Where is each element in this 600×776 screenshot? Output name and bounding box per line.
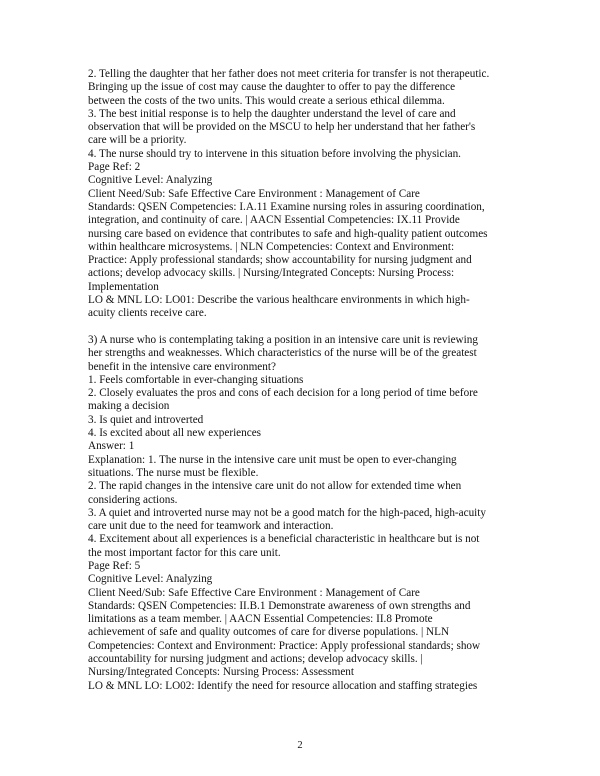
text-line: Implementation <box>88 280 159 293</box>
text-line: situations. The nurse must be flexible. <box>88 466 259 479</box>
text-line: nursing care based on evidence that contributes to safe and high-quality patient outcomes <box>88 227 488 240</box>
text-line: 2. Telling the daughter that her father does not meet criteria for transfer is not therapeutic. <box>88 68 490 80</box>
text-line: considering actions. <box>88 493 178 506</box>
text-line: actions; develop advocacy skills. | Nursing/Integrated Concepts: Nursing Process: <box>88 267 455 280</box>
question-2-rationale-block <box>88 68 524 321</box>
text-line: Answer: 1 <box>88 440 135 453</box>
text-line: 2. The rapid changes in the intensive care unit do not allow for extended time when <box>88 480 462 493</box>
text-line: limitations as a team member. | AACN Essential Competencies: II.8 Promote <box>88 613 433 626</box>
text-line: benefit in the intensive care environment? <box>88 360 276 373</box>
text-line: 3) A nurse who is contemplating taking a position in an intensive care unit is reviewing <box>88 333 478 346</box>
text-line: Practice: Apply professional standards; show accountability for nursing judgment and <box>88 254 472 267</box>
text-line: 3. The best initial response is to help the daughter understand the level of care and <box>88 107 456 120</box>
text-line: Competencies: Context and Environment: Practice: Apply professional standards; show <box>88 639 481 652</box>
text-line: care will be a priority. <box>88 134 187 147</box>
text-line: Client Need/Sub: Safe Effective Care Environment : Management of Care <box>88 187 420 200</box>
text-line: the most important factor for this care unit. <box>88 546 281 559</box>
text-line: Page Ref: 5 <box>88 559 141 572</box>
text-line: 4. Excitement about all experiences is a beneficial characteristic in healthcare but is not <box>88 533 480 546</box>
text-line: Client Need/Sub: Safe Effective Care Environment : Management of Care <box>88 586 420 599</box>
text-line: 1. Feels comfortable in ever-changing situations <box>88 373 304 386</box>
text-line: 2. Closely evaluates the pros and cons of each decision for a long period of time before <box>88 387 478 400</box>
text-line: acuity clients receive care. <box>88 307 207 320</box>
page-content <box>88 68 524 693</box>
question-3-block <box>88 334 524 693</box>
text-line: integration, and continuity of care. | AACN Essential Competencies: IX.11 Provide <box>88 214 460 227</box>
text-line: LO & MNL LO: LO01: Describe the various healthcare environments in which high- <box>88 294 470 307</box>
text-line: between the costs of the two units. This would create a serious ethical dilemma. <box>88 94 445 107</box>
text-line: achievement of safe and quality outcomes of care for diverse populations. | NLN <box>88 626 450 639</box>
text-line: Standards: QSEN Competencies: I.A.11 Examine nursing roles in assuring coordination, <box>88 200 485 213</box>
page-number: 2 <box>297 740 303 751</box>
text-line: care unit due to the need for teamwork and interaction. <box>88 520 334 533</box>
text-line: accountability for nursing judgment and actions; develop advocacy skills. | <box>88 653 423 666</box>
text-line: 4. The nurse should try to intervene in this situation before involving the physician. <box>88 147 461 160</box>
text-line: Cognitive Level: Analyzing <box>88 573 213 586</box>
text-line: Page Ref: 2 <box>88 161 141 174</box>
text-line: Explanation: 1. The nurse in the intensive care unit must be open to ever-changing <box>88 453 457 466</box>
text-line: Standards: QSEN Competencies: II.B.1 Demonstrate awareness of own strengths and <box>88 599 471 612</box>
text-line: Bringing up the issue of cost may cause the daughter to offer to pay the difference <box>88 81 456 94</box>
paragraph-gap <box>88 321 524 334</box>
text-line: Cognitive Level: Analyzing <box>88 174 213 187</box>
text-line: 4. Is excited about all new experiences <box>88 427 262 440</box>
text-line: observation that will be provided on the MSCU to help her understand that her father's <box>88 121 476 134</box>
text-line: making a decision <box>88 400 170 413</box>
text-line: her strengths and weaknesses. Which characteristics of the nurse will be of the greatest <box>88 347 477 360</box>
text-line: Nursing/Integrated Concepts: Nursing Process: Assessment <box>88 666 354 679</box>
text-line: 3. Is quiet and introverted <box>88 413 204 426</box>
text-line: LO & MNL LO: LO02: Identify the need for resource allocation and staffing strategies <box>88 679 478 692</box>
text-line: 3. A quiet and introverted nurse may not be a good match for the high-paced, high-acuity <box>88 506 486 519</box>
text-line: within healthcare microsystems. | NLN Competencies: Context and Environment: <box>88 240 455 253</box>
